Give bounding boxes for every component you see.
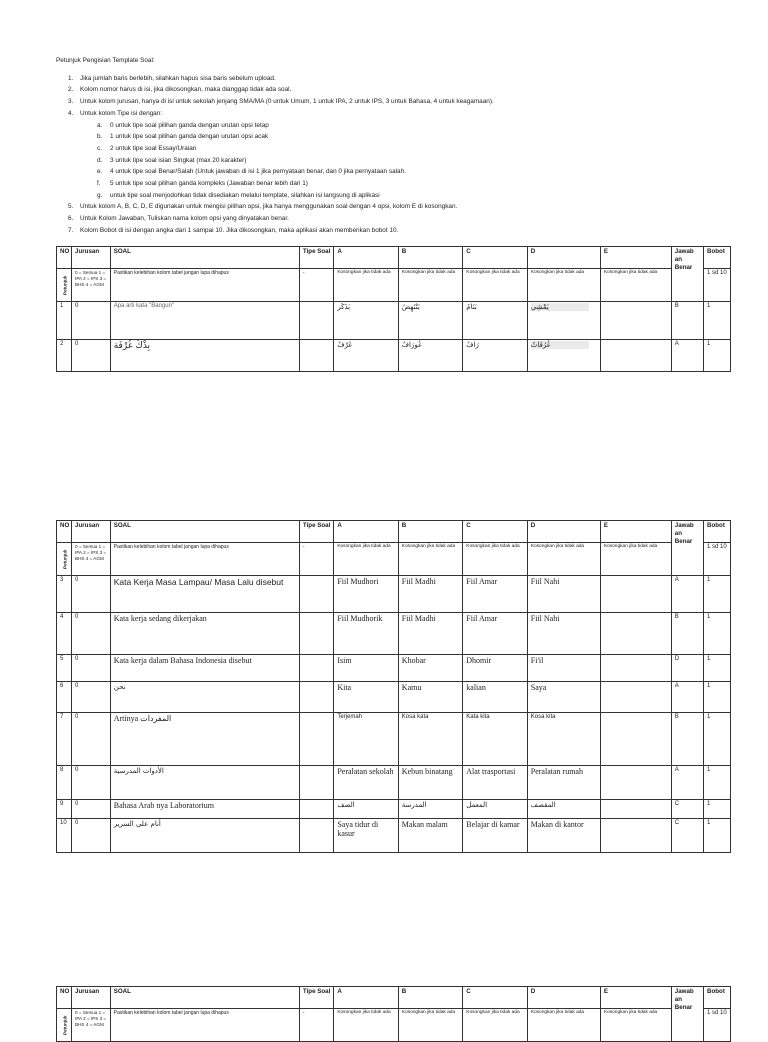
cell-no: 1 <box>57 302 72 340</box>
header-d: D <box>527 987 600 1009</box>
option-hint: Kosongkan jika tidak ada <box>334 1009 398 1042</box>
option-hint: Kosongkan jika tidak ada <box>398 543 462 576</box>
cell-a: Fiil Mudhori <box>334 576 398 613</box>
header-bobot: Bobot <box>704 987 731 1009</box>
cell-c: المعمل <box>463 800 527 819</box>
cell-jawaban: C <box>671 819 703 853</box>
cell-a: Kita <box>334 682 398 713</box>
cell-tipe <box>299 800 333 819</box>
header-b: B <box>398 247 462 269</box>
cell-b: Khobar <box>398 655 462 682</box>
table-row <box>57 576 731 613</box>
cell-b: Fiil Madhi <box>398 576 462 613</box>
petunjuk-cell <box>57 543 72 576</box>
table-row <box>57 613 731 655</box>
option-hint: Kosongkan jika tidak ada <box>334 269 398 302</box>
cell-jurusan: 0 <box>72 613 111 655</box>
instruction-item: 1. Jika jumlah baris berlebih, silahkan hapus sisa baris sebelum upload. <box>68 74 276 82</box>
cell-d-text: غُرُفَاتٌ <box>531 341 589 349</box>
header-d: D <box>527 521 600 543</box>
header-tipe: Tipe Soal <box>299 247 333 269</box>
cell-c: Belajar di kamar <box>463 819 527 853</box>
cell-bobot: 1 <box>704 766 731 800</box>
cell-jurusan: 0 <box>72 682 111 713</box>
header-c: C <box>463 987 527 1009</box>
cell-b: بَنْتَهِضُ <box>398 302 462 340</box>
table-header-row <box>57 247 731 269</box>
header-jurusan: Jurusan <box>72 247 111 269</box>
petunjuk-label: Petunjuk <box>62 275 68 295</box>
header-a: A <box>334 247 398 269</box>
cell-d: Peralatan rumah <box>527 766 600 800</box>
cell-b: غُورَافٌ <box>398 340 462 372</box>
option-hint: Kosongkan jika tidak ada <box>334 543 398 576</box>
cell-soal: Kata kerja sedang dikerjakan <box>110 613 299 655</box>
question-table-1 <box>56 246 731 372</box>
option-hint: Kosongkan jika tidak ada <box>463 1009 527 1042</box>
petunjuk-cell <box>57 1009 72 1042</box>
cell-a: غَرْفٌ <box>334 340 398 372</box>
cell-c: رَافٌ <box>463 340 527 372</box>
cell-e <box>600 766 671 800</box>
instruction-subitem: e. 4 untuk tipe soal Benar/Salah (Untuk jawaban di isi 1 jika pernyataan benar, dan 0 jika pernyataan salah. <box>97 168 406 176</box>
cell-bobot: 1 <box>704 819 731 853</box>
option-hint: Kosongkan jika tidak ada <box>398 1009 462 1042</box>
cell-a: الصف <box>334 800 398 819</box>
cell-soal: نحن <box>110 682 299 713</box>
header-e: E <box>600 521 671 543</box>
instruction-item: 5. Untuk kolom A, B, C, D, E digunakan untuk mengisi pilihan opsi, jika hanya menggunakan soal dengan 4 opsi, kolom E di kosongkan. <box>68 203 458 211</box>
cell-jurusan: 0 <box>72 819 111 853</box>
petunjuk-label: Petunjuk <box>62 549 68 569</box>
cell-soal: بِذْكُ غُرْفَة <box>110 340 299 372</box>
instruction-item: 7. Kolom Bobot di isi dengan angka dari 1 sampai 10. Jika dikosongkan, maka aplikasi akan memberikan bobot 10. <box>68 226 399 234</box>
bobot-hint: 1 sd 10 <box>704 1009 731 1042</box>
cell-a: Terjemah <box>334 713 398 766</box>
cell-c: Alat trasportasi <box>463 766 527 800</box>
cell-d: Kosa kita <box>527 713 600 766</box>
header-tipe: Tipe Soal <box>299 521 333 543</box>
bobot-hint: 1 sd 10 <box>704 269 731 302</box>
cell-d: Fiil Nahi <box>527 613 600 655</box>
cell-bobot: 1 <box>704 713 731 766</box>
table-header-row <box>57 521 731 543</box>
instruction-item: 3. Untuk kolom jurusan, hanya di isi untuk sekolah jenjang SMA/MA (0 untuk Umum, 1 untuk IPA, 2 untuk IPS, 3 untuk Bahasa, 4 untuk keagamaan). <box>68 98 494 106</box>
cell-no: 7 <box>57 713 72 766</box>
option-hint: Kosongkan jika tidak ada <box>463 543 527 576</box>
cell-c: kalian <box>463 682 527 713</box>
option-hint: Kosongkan jika tidak ada <box>600 543 671 576</box>
cell-jawaban: A <box>671 682 703 713</box>
cell-a: Isim <box>334 655 398 682</box>
cell-no: 4 <box>57 613 72 655</box>
cell-jurusan: 0 <box>72 576 111 613</box>
cell-jawaban: A <box>671 576 703 613</box>
petunjuk-cell <box>57 269 72 302</box>
header-b: B <box>398 521 462 543</box>
jurusan-codes-hint: 0 = Semua 1 = IPA 2 = IPS 3 = BHS 4 = AGM <box>72 543 111 576</box>
table-row <box>57 800 731 819</box>
header-bobot: Bobot <box>704 521 731 543</box>
cell-jawaban: B <box>671 713 703 766</box>
header-soal: SOAL <box>110 247 299 269</box>
instruction-subitem: a. 0 untuk tipe soal pilihan ganda dengan urutan opsi tetap <box>97 121 269 129</box>
jurusan-codes-hint: 0 = Semua 1 = IPA 2 = IPS 3 = BHS 4 = AGM <box>72 269 111 302</box>
cell-d: المقصف <box>527 800 600 819</box>
cell-no: 5 <box>57 655 72 682</box>
cell-d <box>527 340 600 372</box>
option-hint: Kosongkan jika tidak ada <box>527 269 600 302</box>
cell-e <box>600 713 671 766</box>
cell-jawaban: A <box>671 340 703 372</box>
header-no: NO <box>57 521 72 543</box>
instructions-title: Petunjuk Pengisian Template Soal: <box>56 57 155 64</box>
cell-b: Kosa kata <box>398 713 462 766</box>
header-bobot: Bobot <box>704 247 731 269</box>
instruction-item: 2. Kolom nomor harus di isi, jika dikosongkan, maka dianggap tidak ada soal. <box>68 86 292 94</box>
cell-soal: Kata Kerja Masa Lampau/ Masa Lalu disebut <box>110 576 299 613</box>
cell-d: Fiil Nahi <box>527 576 600 613</box>
cell-d-text: يَمْشِي <box>531 303 589 311</box>
table-row <box>57 766 731 800</box>
header-soal: SOAL <box>110 521 299 543</box>
header-c: C <box>463 521 527 543</box>
cell-tipe <box>299 655 333 682</box>
cell-jawaban: C <box>671 800 703 819</box>
header-c: C <box>463 247 527 269</box>
cell-d: Saya <box>527 682 600 713</box>
soal-hint: Pastikan kelebihan kolom tabel jangan lupa dihapus <box>110 1009 299 1042</box>
soal-hint: Pastikan kelebihan kolom tabel jangan lupa dihapus <box>110 269 299 302</box>
cell-soal: Artinya المفردات <box>110 713 299 766</box>
option-hint: Kosongkan jika tidak ada <box>527 543 600 576</box>
cell-b: Kamu <box>398 682 462 713</box>
header-jawaban: Jawab an Benar <box>671 987 703 1042</box>
cell-e <box>600 819 671 853</box>
cell-tipe <box>299 713 333 766</box>
table-row <box>57 302 731 340</box>
cell-bobot: 1 <box>704 682 731 713</box>
cell-jurusan: 0 <box>72 655 111 682</box>
cell-c: Fiil Amar <box>463 613 527 655</box>
cell-no: 2 <box>57 340 72 372</box>
option-hint: Kosongkan jika tidak ada <box>398 269 462 302</box>
option-hint: Kosongkan jika tidak ada <box>463 269 527 302</box>
option-hint: Kosongkan jika tidak ada <box>600 1009 671 1042</box>
cell-e <box>600 682 671 713</box>
cell-b: Kebun binatang <box>398 766 462 800</box>
cell-no: 8 <box>57 766 72 800</box>
table-row <box>57 655 731 682</box>
cell-a: Fiil Mudhorik <box>334 613 398 655</box>
option-hint: Kosongkan jika tidak ada <box>600 269 671 302</box>
cell-b: المدرسة <box>398 800 462 819</box>
cell-c: Dhomir <box>463 655 527 682</box>
cell-bobot: 1 <box>704 340 731 372</box>
instruction-subitem: f. 5 untuk tipe soal pilihan ganda kompleks (Jawaban benar lebih dari 1) <box>97 180 308 188</box>
cell-bobot: 1 <box>704 655 731 682</box>
header-jawaban: Jawab an Benar <box>671 521 703 576</box>
cell-bobot: 1 <box>704 613 731 655</box>
header-e: E <box>600 247 671 269</box>
cell-tipe <box>299 682 333 713</box>
cell-jurusan: 0 <box>72 800 111 819</box>
cell-e <box>600 613 671 655</box>
cell-bobot: 1 <box>704 800 731 819</box>
cell-a: Saya tidur di kasur <box>334 819 398 853</box>
header-a: A <box>334 521 398 543</box>
cell-d <box>527 302 600 340</box>
cell-no: 3 <box>57 576 72 613</box>
tipe-sub-list <box>56 120 736 202</box>
cell-soal: Bahasa Arab nya Laboratorium <box>110 800 299 819</box>
header-jurusan: Jurusan <box>72 521 111 543</box>
question-table-3 <box>56 986 731 1042</box>
tipe-hint: - <box>299 543 333 576</box>
instruction-subitem: c. 2 untuk tipe soal Essay/Uraian <box>97 144 197 152</box>
jurusan-codes-hint: 0 = Semua 1 = IPA 2 = IPS 3 = BHS 4 = AGM <box>72 1009 111 1042</box>
cell-e <box>600 302 671 340</box>
cell-soal: Kata kerja dalam Bahasa Indonesia disebut <box>110 655 299 682</box>
instructions-list <box>56 73 736 120</box>
cell-c: Kata kita <box>463 713 527 766</box>
cell-bobot: 1 <box>704 302 731 340</box>
header-b: B <box>398 987 462 1009</box>
cell-a: بَذَكَر <box>334 302 398 340</box>
cell-no: 6 <box>57 682 72 713</box>
cell-jawaban: B <box>671 613 703 655</box>
cell-tipe <box>299 576 333 613</box>
cell-e <box>600 655 671 682</box>
instructions-list-continued <box>56 201 736 236</box>
cell-jawaban: A <box>671 766 703 800</box>
header-tipe: Tipe Soal <box>299 987 333 1009</box>
instruction-subitem: g. untuk tipe soal menjodohkan tidak disediakan melalui template, silahkan isi langsung di aplikasi <box>97 191 380 199</box>
cell-d: Fi'il <box>527 655 600 682</box>
cell-no: 10 <box>57 819 72 853</box>
option-hint: Kosongkan jika tidak ada <box>527 1009 600 1042</box>
cell-jurusan: 0 <box>72 766 111 800</box>
cell-e <box>600 340 671 372</box>
cell-jawaban: D <box>671 655 703 682</box>
cell-soal: أنام على السرير <box>110 819 299 853</box>
instruction-subitem: d. 3 untuk tipe soal isian Singkat (max 20 karakter) <box>97 156 247 164</box>
cell-jawaban: B <box>671 302 703 340</box>
header-e: E <box>600 987 671 1009</box>
cell-c: Fiil Amar <box>463 576 527 613</box>
header-jawaban: Jawab an Benar <box>671 247 703 302</box>
cell-a: Peralatan sekolah <box>334 766 398 800</box>
header-a: A <box>334 987 398 1009</box>
cell-e <box>600 800 671 819</box>
cell-tipe <box>299 302 333 340</box>
table-header-row <box>57 987 731 1009</box>
instruction-item: 6. Untuk Kolom Jawaban, Tuliskan nama kolom opsi yang dinyatakan benar. <box>68 215 289 223</box>
header-jurusan: Jurusan <box>72 987 111 1009</box>
cell-soal: الأدوات المدرسية <box>110 766 299 800</box>
cell-jurusan: 0 <box>72 340 111 372</box>
cell-jurusan: 0 <box>72 713 111 766</box>
cell-jurusan: 0 <box>72 302 111 340</box>
table-row <box>57 340 731 372</box>
instructions-block <box>56 55 736 237</box>
table-hint-row <box>57 543 731 576</box>
instruction-subitem: b. 1 untuk tipe soal pilihan ganda dengan urutan opsi acak <box>97 133 269 141</box>
cell-soal: Apa arti kata "Bangun" <box>110 302 299 340</box>
table-hint-row <box>57 1009 731 1042</box>
table-row <box>57 819 731 853</box>
petunjuk-label: Petunjuk <box>62 1015 68 1035</box>
instruction-item: 4. Untuk kolom Tipe isi dengan: <box>68 109 163 117</box>
table-row <box>57 713 731 766</box>
cell-e <box>600 576 671 613</box>
cell-tipe <box>299 340 333 372</box>
table-hint-row <box>57 269 731 302</box>
cell-no: 9 <box>57 800 72 819</box>
cell-b: Fiil Madhi <box>398 613 462 655</box>
cell-d: Makan di kantor <box>527 819 600 853</box>
cell-tipe <box>299 613 333 655</box>
header-no: NO <box>57 987 72 1009</box>
soal-hint: Pastikan kelebihan kolom tabel jangan lupa dihapus <box>110 543 299 576</box>
table-row <box>57 682 731 713</box>
cell-b: Makan malam <box>398 819 462 853</box>
cell-c: بَنَامُ <box>463 302 527 340</box>
bobot-hint: 1 sd 10 <box>704 543 731 576</box>
header-soal: SOAL <box>110 987 299 1009</box>
cell-tipe <box>299 819 333 853</box>
tipe-hint: - <box>299 269 333 302</box>
tipe-hint: - <box>299 1009 333 1042</box>
question-table-2 <box>56 520 731 853</box>
header-d: D <box>527 247 600 269</box>
cell-tipe <box>299 766 333 800</box>
cell-bobot: 1 <box>704 576 731 613</box>
header-no: NO <box>57 247 72 269</box>
